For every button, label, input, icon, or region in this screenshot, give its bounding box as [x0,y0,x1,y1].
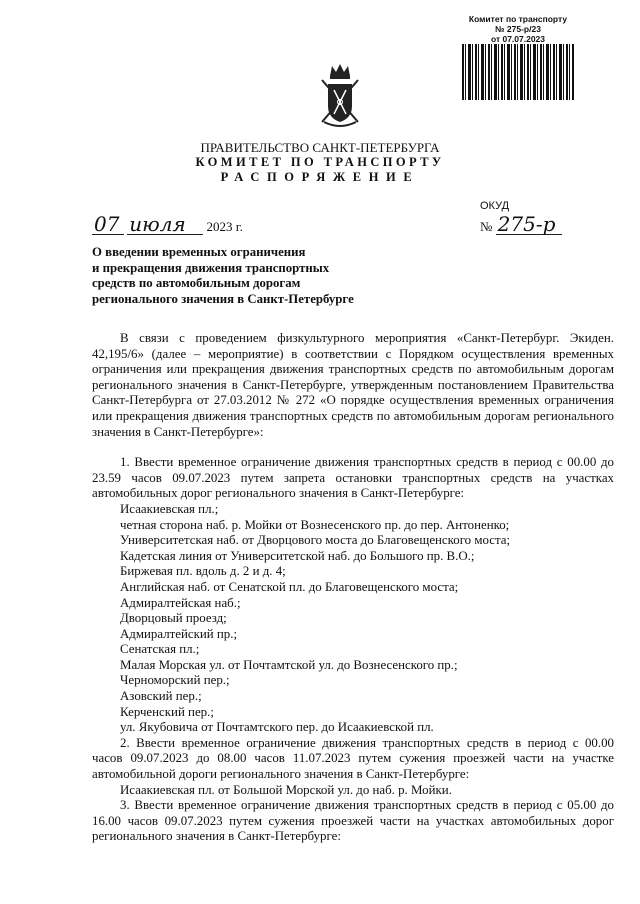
street-list-item: Керченский пер.; [120,704,214,719]
street-list-item: Малая Морская ул. от Почтамтской ул. до Вознесенского пр.; [120,657,458,672]
document-number [480,214,562,235]
registration-stamp [462,14,574,44]
preamble-paragraph: В связи с проведением физкультурного мероприятия «Санкт-Петербург. Экиден. 42,195/6» (далее – мероприятие) в соответствии с Порядком осуществления временных ограничения или прекращения движения транспортных средств по автомобильным дорогам регионального значения в Санкт-Петербурге, утвержденным постановлением Правительства Санкт-Петербурга от 27.03.2012 № 272 «О порядке осуществления временных ограничения или прекращения движения транспортных средств по автомобильным дорогам регионального значения в Санкт-Петербурге»: [92,331,614,439]
street-list-item: четная сторона наб. р. Мойки от Вознесенского пр. до пер. Антоненко; [120,517,510,532]
government-name: ПРАВИТЕЛЬСТВО САНКТ-ПЕТЕРБУРГА [200,140,440,155]
date-month: июля [127,214,203,235]
street-list-item: Кадетская линия от Университетской наб. до Большого пр. В.О.; [120,548,475,563]
committee-name: КОМИТЕТ ПО ТРАНСПОРТУ [195,155,445,169]
date-day: 07 [92,214,124,235]
street-list-item: Исаакиевская пл.; [120,501,219,516]
title-line: регионального значения в Санкт-Петербурге [92,291,354,306]
stamp-line-date: от 07.07.2023 [490,34,546,44]
section-2-paragraph: 2. Ввести временное ограничение движения транспортных средств в период с 00.00 часов 09.07.2023 до 08.00 часов 11.07.2023 путем сужения проезжей части на участке автомобильной дороги регионального значения в Санкт-Петербурге: [92,735,614,782]
street-list-item: Биржевая пл. вдоль д. 2 и д. 4; [120,564,286,579]
title-line: средств по автомобильным дорогам [92,276,301,290]
document-body [92,331,614,845]
street-list-item: Дворцовый проезд; [120,611,227,626]
section-1-paragraph: 1. Ввести временное ограничение движения транспортных средств в период с 00.00 до 23.59 часов 09.07.2023 путем запрета остановки транспортных средств на участках автомобильных дорог регионального значения в Санкт-Петербурге: [92,455,614,501]
stamp-line-number: № 275-р/23 [495,24,541,34]
street-list-item: Адмиралтейский пр.; [120,626,238,641]
number-value: 275-р [496,214,562,235]
street-list-item: Университетская наб. от Дворцового моста до Благовещенского моста; [120,533,511,548]
stamp-line-organization: Комитет по транспорту [468,14,568,24]
okud-label: ОКУД [480,200,510,212]
document-type: РАСПОРЯЖЕНИЕ [220,170,420,184]
document-date [92,214,243,235]
number-sign: № [480,219,493,234]
document-title [92,245,392,307]
title-line: О введении временных ограничения [92,245,306,259]
street-list-item: ул. Якубовича от Почтамтского пер. до Исаакиевской пл. [120,720,434,735]
street-list-item: Адмиралтейская наб.; [120,595,241,610]
coat-of-arms-emblem [318,62,362,130]
street-list-item: Сенатская пл.; [120,642,200,657]
date-year: 2023 г. [206,219,243,234]
street-list-item: Английская наб. от Сенатской пл. до Благовещенского моста; [120,579,459,594]
street-list-item: Черноморский пер.; [120,673,230,688]
barcode-image [462,44,574,100]
street-list-item: Азовский пер.; [120,689,202,704]
section-3-paragraph: 3. Ввести временное ограничение движения транспортных средств в период с 05.00 до 16.00 часов 09.07.2023 путем сужения проезжей части на участках автомобильных дорог регионального значения в Санкт-Петербурге: [92,798,614,844]
street-list-item: Исаакиевская пл. от Большой Морской ул. до наб. р. Мойки. [120,782,452,797]
title-line: и прекращения движения транспортных [92,260,330,275]
